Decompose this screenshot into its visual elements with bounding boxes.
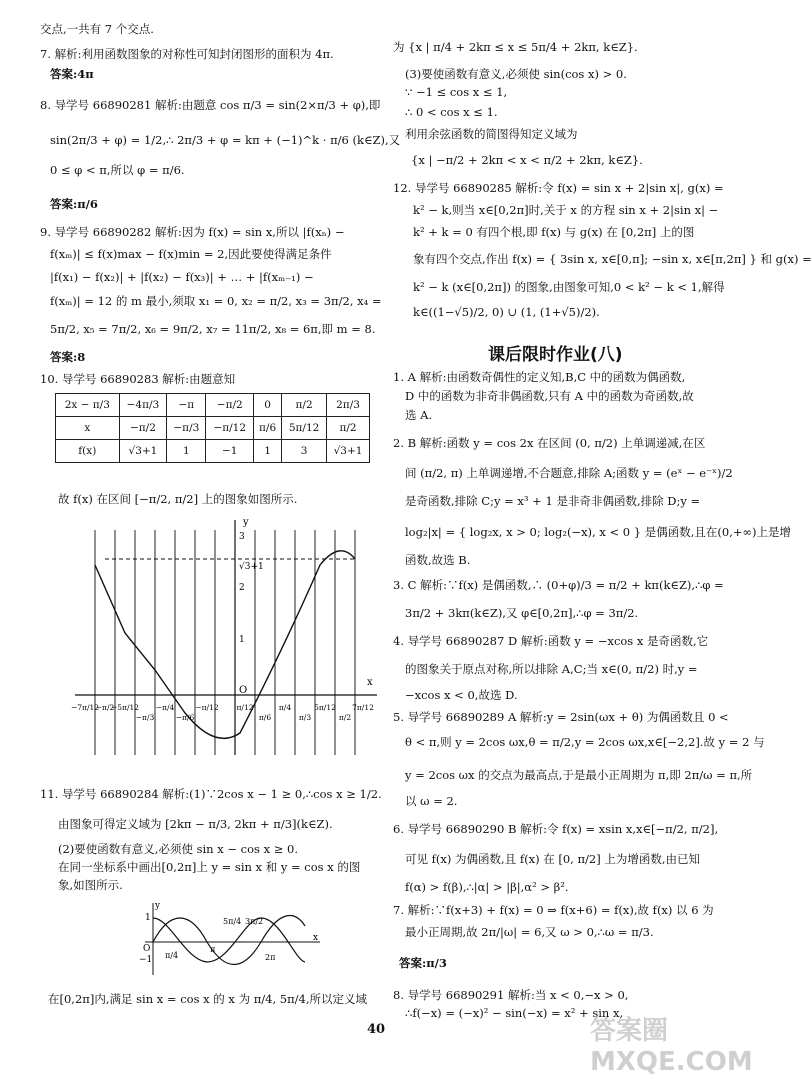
x-tick-label: −π/2: [95, 703, 115, 712]
text-line: 利用余弦函数的简图得知定义域为: [405, 127, 578, 141]
text-line: 间 (π/2, π) 上单调递增,不合题意,排除 A;函数 y = (eˣ − e⁻ˣ)/2: [405, 466, 733, 480]
text-line: f(xₘ)| = 12 的 m 最小,须取 x₁ = 0, x₂ = π/2, x₃ = 3π/2, x₄ =: [50, 294, 382, 308]
sin-cos-graph-11: [135, 900, 325, 980]
graph-grid: [95, 530, 355, 755]
y-axis-label: y: [155, 901, 161, 911]
sine-graph-10: [55, 515, 380, 765]
x-tick-label: 2π: [265, 953, 276, 962]
x-tick-label: −π/6: [175, 713, 195, 722]
text-line: f(α) > f(β),∴|α| > |β|,α² > β².: [405, 880, 569, 894]
x-tick-label: 7π/12: [352, 703, 374, 712]
y-axis-label: y: [243, 517, 249, 528]
text-line: ∵ −1 ≤ cos x ≤ 1,: [405, 85, 508, 99]
table-cell: 0: [254, 394, 282, 417]
text-line: k² − k,则当 x∈[0,2π]时,关于 x 的方程 sin x + 2|sin x| −: [413, 203, 719, 217]
text-line: 以 ω = 2.: [405, 794, 458, 808]
text-line: (3)要使函数有意义,必须使 sin(cos x) > 0.: [405, 67, 627, 81]
y-tick-label: 1: [239, 635, 245, 645]
table-row: [56, 417, 370, 440]
table-cell: π/2: [327, 417, 370, 440]
x-tick-label: 3π/2: [245, 917, 264, 926]
y-tick-label: 2: [239, 583, 245, 593]
text-line: 象有四个交点,作出 f(x) = { 3sin x, x∈[0,π]; −sin x, x∈[π,2π] } 和 g(x) =: [413, 252, 812, 266]
text-line: y = 2cos ωx 的交点为最高点,于是最小正周期为 π,即 2π/ω = π,所: [405, 768, 753, 782]
text-line: 3. C 解析:∵f(x) 是偶函数,∴ (0+φ)/3 = π/2 + kπ(k∈Z),∴φ =: [393, 578, 724, 592]
text-line: 9. 导学号 66890282 解析:因为 f(x) = sin x,所以 |f(xₙ) −: [40, 225, 345, 239]
table-cell: −π/2: [206, 394, 254, 417]
table-cell: −π: [167, 394, 206, 417]
y-tick-label: −1: [139, 955, 153, 965]
page-number: 40: [367, 1022, 386, 1037]
text-line: 故 f(x) 在区间 [−π/2, π/2] 上的图象如图所示.: [58, 492, 298, 506]
text-line: 12. 导学号 66890285 解析:令 f(x) = sin x + 2|sin x|, g(x) =: [393, 181, 724, 195]
text-line: −xcos x < 0,故选 D.: [405, 688, 518, 702]
text-line: 的图象关于原点对称,所以排除 A,C;当 x∈(0, π/2) 时,y =: [405, 662, 698, 676]
section-title: 课后限时作业(八): [488, 345, 623, 365]
table-cell: 2x − π/3: [56, 394, 120, 417]
text-line: 5π/2, x₅ = 7π/2, x₆ = 9π/2, x₇ = 11π/2, x₈ = 6π,即 m = 8.: [50, 322, 376, 336]
text-line: 2. B 解析:函数 y = cos 2x 在区间 (0, π/2) 上单调递减,在区: [393, 436, 706, 450]
table-cell: −π/12: [206, 417, 254, 440]
watermark: 答案圈 MXQE.COM: [590, 1016, 753, 1077]
x-tick-label: −π/3: [135, 713, 155, 722]
text-line: D 中的函数为非奇非偶函数,只有 A 中的函数为奇函数,故: [405, 389, 694, 403]
y-tick-label: 3: [239, 532, 245, 542]
text-line: 1. A 解析:由函数奇偶性的定义知,B,C 中的函数为偶函数,: [393, 370, 686, 384]
text-line: 3π/2 + 3kπ(k∈Z),又 φ∈[0,2π],∴φ = 3π/2.: [405, 606, 639, 620]
value-table: [55, 393, 370, 463]
x-tick-label: π/6: [258, 713, 272, 722]
text-line: 11. 导学号 66890284 解析:(1)∵2cos x − 1 ≥ 0,∴cos x ≥ 1/2.: [40, 787, 382, 801]
text-line: 是奇函数,排除 C;y = x³ + 1 是非奇非偶函数,排除 D;y =: [405, 494, 701, 508]
text-line: 最小正周期,故 2π/|ω| = 6,又 ω > 0,∴ω = π/3.: [405, 925, 654, 939]
text-line: ∴ 0 < cos x ≤ 1.: [405, 105, 498, 119]
table-cell: 2π/3: [327, 394, 370, 417]
x-axis-label: x: [313, 933, 319, 943]
text-line: 在[0,2π]内,满足 sin x = cos x 的 x 为 π/4, 5π/4,所以定义域: [48, 992, 368, 1006]
x-tick-label: 5π/12: [314, 703, 336, 712]
text-line: 10. 导学号 66890283 解析:由题意知: [40, 372, 236, 386]
text-line: ∴f(−x) = (−x)² − sin(−x) = x² + sin x,: [405, 1006, 624, 1020]
y-tick-label: 1: [145, 913, 151, 923]
text-line: θ < π,则 y = 2cos ωx,θ = π/2,y = 2cos ωx,x∈[−2,2].故 y = 2 与: [405, 735, 765, 749]
text-line: log₂|x| = { log₂x, x > 0; log₂(−x), x < 0 } 是偶函数,且在(0,+∞)上是增: [405, 525, 792, 539]
table-cell: f(x): [56, 440, 120, 463]
table-cell: −1: [206, 440, 254, 463]
text-line: 0 ≤ φ < π,所以 φ = π/6.: [50, 163, 185, 177]
x-tick-label: π/4: [278, 703, 292, 712]
x-tick-label: −π/12: [195, 703, 219, 712]
x-axis-label: x: [367, 677, 373, 688]
text-line: sin(2π/3 + φ) = 1/2,∴ 2π/3 + φ = kπ + (−1)^k · π/6 (k∈Z),又: [50, 133, 401, 147]
text-line: 8. 导学号 66890281 解析:由题意 cos π/3 = sin(2×π/3 + φ),即: [40, 98, 381, 112]
table-cell: √3+1: [327, 440, 370, 463]
text-line: 选 A.: [405, 408, 433, 422]
text-line: {x | −π/2 + 2kπ < x < π/2 + 2kπ, k∈Z}.: [411, 153, 643, 167]
x-tick-label: π/3: [298, 713, 312, 722]
text-line: k² + k = 0 有四个根,即 f(x) 与 g(x) 在 [0,2π] 上的图: [413, 225, 695, 239]
table-cell: 5π/12: [282, 417, 327, 440]
table-cell: −π/2: [119, 417, 167, 440]
table-cell: −π/3: [167, 417, 206, 440]
x-tick-labels: [71, 703, 374, 722]
x-tick-label: −7π/12: [70, 703, 100, 712]
x-tick-label: −π/4: [155, 703, 175, 712]
table-cell: −4π/3: [119, 394, 167, 417]
text-line: 5. 导学号 66890289 A 解析:y = 2sin(ωx + θ) 为偶函数且 0 <: [393, 710, 729, 724]
table-cell: √3+1: [119, 440, 167, 463]
text-line: |f(x₁) − f(x₂)| + |f(x₂) − f(x₃)| + … + |f(xₘ₋₁) −: [50, 270, 314, 284]
text-line: 4. 导学号 66890287 D 解析:函数 y = −xcos x 是奇函数,它: [393, 634, 709, 648]
text-line: k² − k (x∈[0,2π]) 的图象,由图象可知,0 < k² − k < 1,解得: [413, 280, 725, 294]
table-cell: π/2: [282, 394, 327, 417]
answer-line: 答案:π/6: [50, 197, 98, 211]
x-tick-label: −5π/12: [110, 703, 140, 712]
text-line: 象,如图所示.: [58, 878, 123, 892]
text-line: f(xₘ)| ≤ f(x)max − f(x)min = 2,因此要使得满足条件: [50, 247, 332, 261]
table-cell: 3: [282, 440, 327, 463]
text-line: 由图象可得定义域为 [2kπ − π/3, 2kπ + π/3](k∈Z).: [58, 817, 333, 831]
text-line: 为 {x | π/4 + 2kπ ≤ x ≤ 5π/4 + 2kπ, k∈Z}.: [393, 40, 638, 54]
x-tick-label: π/4: [165, 951, 179, 960]
x-tick-label: π/2: [338, 713, 352, 722]
table-cell: x: [56, 417, 120, 440]
answer-line: 答案:π/3: [399, 956, 447, 970]
answer-line: 答案:8: [50, 350, 86, 364]
text-line: (2)要使函数有意义,必须使 sin x − cos x ≥ 0.: [58, 842, 298, 856]
table-row: [56, 394, 370, 417]
answer-line: 答案:4π: [50, 67, 94, 81]
text-line: 交点,一共有 7 个交点.: [40, 22, 154, 36]
x-tick-label: π: [210, 945, 216, 954]
text-line: 可见 f(x) 为偶函数,且 f(x) 在 [0, π/2] 上为增函数,由已知: [405, 852, 701, 866]
table-row: [56, 440, 370, 463]
text-line: 7. 解析:利用函数图象的对称性可知封闭图形的面积为 4π.: [40, 47, 334, 61]
x-tick-label: π/12: [236, 703, 254, 712]
text-line: 6. 导学号 66890290 B 解析:令 f(x) = xsin x,x∈[−π/2, π/2],: [393, 822, 719, 836]
y-tick-label: √3+1: [239, 562, 264, 572]
text-line: 函数,故选 B.: [405, 553, 471, 567]
text-line: 7. 解析:∵f(x+3) + f(x) = 0 ⇒ f(x+6) = f(x),故 f(x) 以 6 为: [393, 903, 714, 917]
table-cell: π/6: [254, 417, 282, 440]
text-line: 在同一坐标系中画出[0,2π]上 y = sin x 和 y = cos x 的图: [58, 860, 361, 874]
x-tick-label: 5π/4: [223, 917, 242, 926]
text-line: k∈((1−√5)/2, 0) ∪ (1, (1+√5)/2).: [413, 305, 600, 319]
table-cell: 1: [167, 440, 206, 463]
origin-label: O: [143, 944, 151, 954]
origin-label: O: [239, 685, 248, 696]
text-line: 8. 导学号 66890291 解析:当 x < 0,−x > 0,: [393, 988, 629, 1002]
table-cell: 1: [254, 440, 282, 463]
